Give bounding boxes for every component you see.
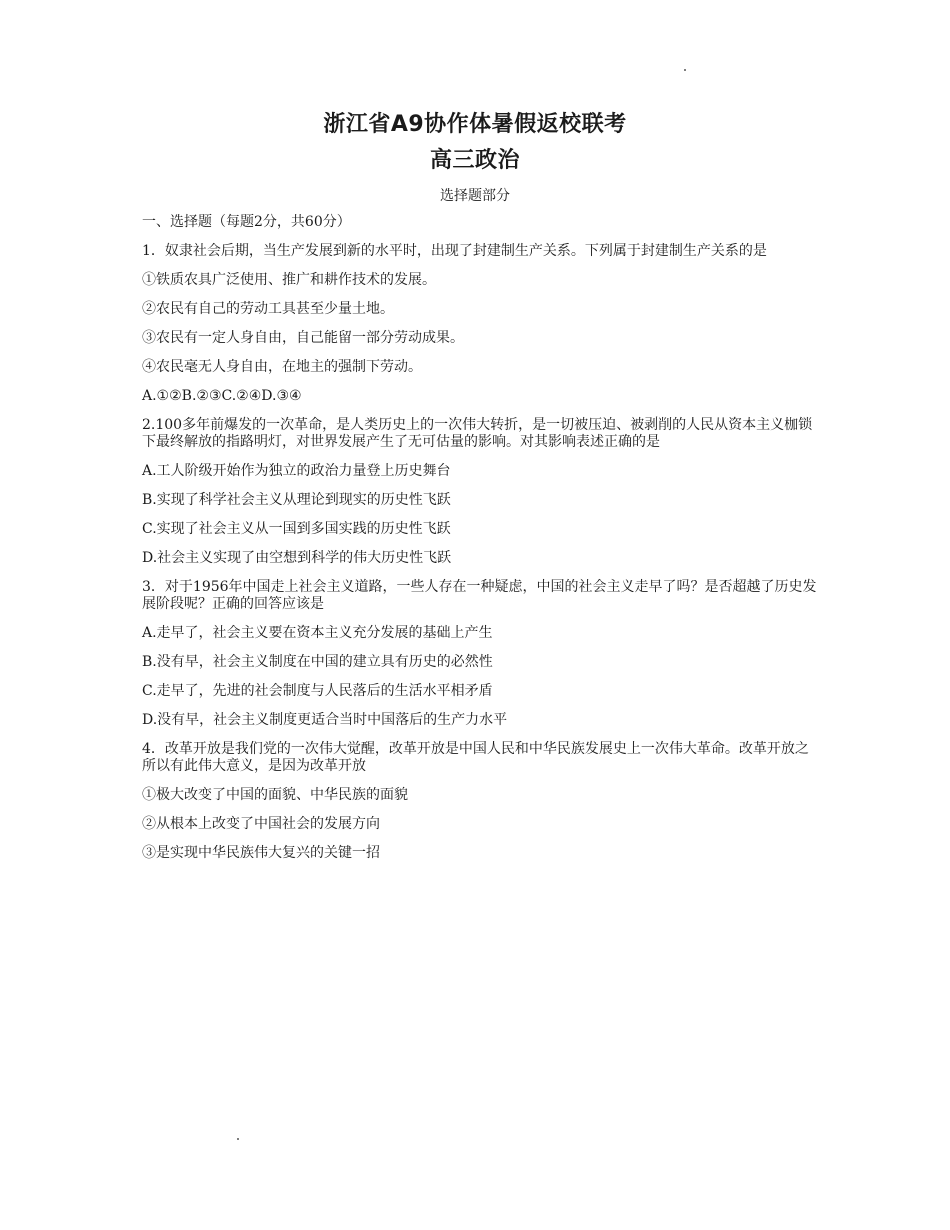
page-mark-bottom [237, 1138, 239, 1140]
answer-option-d: D.没有早，社会主义制度更适合当时中国落后的生产力水平 [142, 712, 508, 728]
question-item: ③是实现中华民族伟大复兴的关键一招 [142, 845, 380, 861]
question-4 [142, 741, 818, 862]
answer-options: A.①②B.②③C.②④D.③④ [142, 388, 302, 404]
answer-option-b: B.实现了科学社会主义从理论到现实的历史性飞跃 [142, 492, 451, 508]
page-mark-top [684, 69, 686, 71]
question-item: ①铁质农具广泛使用、推广和耕作技术的发展。 [142, 272, 436, 288]
section-label: 选择题部分 [440, 188, 510, 204]
answer-option-d: D.社会主义实现了由空想到科学的伟大历史性飞跃 [142, 550, 452, 566]
question-item: ①极大改变了中国的面貌、中华民族的面貌 [142, 787, 408, 803]
answer-option-a: A.工人阶级开始作为独立的政治力量登上历史舞台 [142, 463, 451, 479]
question-3 [142, 579, 818, 729]
question-item: ③农民有一定人身自由，自己能留一部分劳动成果。 [142, 330, 464, 346]
exam-subject: 高三政治 [429, 148, 520, 173]
answer-option-c: C.实现了社会主义从一国到多国实践的历史性飞跃 [142, 521, 451, 537]
question-item: ②农民有自己的劳动工具甚至少量土地。 [142, 301, 394, 317]
question-list [142, 214, 818, 874]
question-stem: 4．改革开放是我们党的一次伟大觉醒，改革开放是中国人民和中华民族发展史上一次伟大革命。改革开放之所以有此伟大意义，是因为改革开放 [142, 741, 809, 774]
answer-option-a: A.走早了，社会主义要在资本主义充分发展的基础上产生 [142, 625, 493, 641]
question-item: ②从根本上改变了中国社会的发展方向 [142, 816, 380, 832]
instructions: 一、选择题（每题2分，共60分） [142, 214, 351, 230]
answer-option-c: C.走早了，先进的社会制度与人民落后的生活水平相矛盾 [142, 683, 493, 699]
question-stem: 1．奴隶社会后期，当生产发展到新的水平时，出现了封建制生产关系。下列属于封建制生产关系的是 [142, 243, 767, 259]
question-1 [142, 243, 818, 405]
question-2 [142, 417, 818, 567]
exam-title: 浙江省A9协作体暑假返校联考 [323, 112, 627, 137]
question-stem: 3．对于1956年中国走上社会主义道路，一些人存在一种疑虑，中国的社会主义走早了吗？是否超越了历史发展阶段呢？正确的回答应该是 [142, 579, 817, 612]
question-item: ④农民毫无人身自由，在地主的强制下劳动。 [142, 359, 422, 375]
answer-option-b: B.没有早，社会主义制度在中国的建立具有历史的必然性 [142, 654, 493, 670]
question-stem: 2.100多年前爆发的一次革命，是人类历史上的一次伟大转折，是一切被压迫、被剥削的人民从资本主义枷锁下最终解放的指路明灯，对世界发展产生了无可估量的影响。对其影响表述正确的是 [142, 417, 813, 450]
